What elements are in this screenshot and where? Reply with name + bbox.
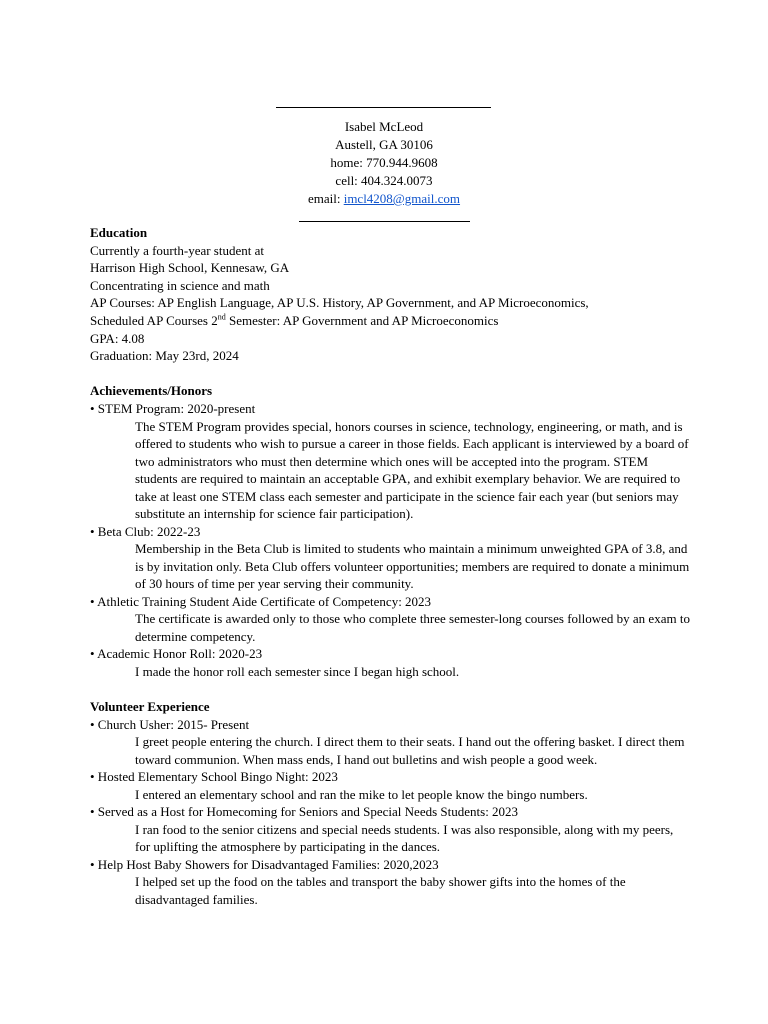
achievement-title: • Athletic Training Student Aide Certificate of Competency: 2023 bbox=[90, 593, 432, 609]
city: Austell, GA 30106 bbox=[335, 137, 433, 152]
education-line: AP Courses: AP English Language, AP U.S. History, AP Government, and AP Microeconomics, bbox=[90, 295, 589, 311]
email-label: email: bbox=[307, 191, 344, 206]
achievement-title: • Academic Honor Roll: 2020-23 bbox=[90, 646, 263, 662]
gpa: GPA: 4.08 bbox=[90, 330, 145, 346]
achievement-description: Membership in the Beta Club is limited to students who maintain a minimum unweighted GPA of 3.8, and is by invitation only. Beta Club offers volunteer opportunities; members are required to donate a minimum of 30 hours of time per year serving their community. bbox=[135, 541, 690, 592]
volunteer-title: • Help Host Baby Showers for Disadvantaged Families: 2020,2023 bbox=[90, 856, 439, 872]
volunteer-description: I helped set up the food on the tables and transport the baby shower gifts into the homes of the disadvantaged families. bbox=[135, 874, 626, 907]
education-line: Concentrating in science and math bbox=[90, 277, 270, 293]
education-line: Harrison High School, Kennesaw, GA bbox=[90, 260, 290, 276]
achievements-heading: Achievements/Honors bbox=[90, 383, 213, 399]
volunteer-title: • Hosted Elementary School Bingo Night: 2023 bbox=[90, 769, 338, 785]
resume-body bbox=[90, 224, 690, 908]
volunteer-description: I entered an elementary school and ran the mike to let people know the bingo numbers. bbox=[135, 786, 588, 802]
scheduled-courses: Scheduled AP Courses 2nd Semester: AP Government and AP Microeconomics bbox=[90, 312, 499, 328]
achievement-description: The STEM Program provides special, honors courses in science, technology, engineering, or math, and is offered to students who wish to pursue a career in those fields. Each applicant is interviewed by a board of two administrators who must then determine which ones will be accepted into the program. STEM students are required to maintain an acceptable GPA, and exhibit exemplary behavior. We are required to take at least one STEM class each semester and participate in the science fair each year (but seniors may substitute an internship for science fair participation). bbox=[135, 418, 689, 522]
home-phone: home: 770.944.9608 bbox=[330, 155, 438, 170]
achievement-title: • Beta Club: 2022-23 bbox=[90, 523, 201, 539]
achievement-title: • STEM Program: 2020-present bbox=[90, 400, 256, 416]
cell-phone: cell: 404.324.0073 bbox=[335, 173, 433, 188]
volunteer-heading: Volunteer Experience bbox=[90, 698, 210, 714]
achievement-description: I made the honor roll each semester since I began high school. bbox=[135, 663, 460, 679]
volunteer-title: • Church Usher: 2015- Present bbox=[90, 716, 250, 732]
contact-header bbox=[0, 118, 768, 208]
graduation: Graduation: May 23rd, 2024 bbox=[90, 348, 239, 364]
volunteer-title: • Served as a Host for Homecoming for Seniors and Special Needs Students: 2023 bbox=[90, 804, 519, 820]
bottom-divider bbox=[299, 221, 470, 222]
email-link[interactable]: imcl4208@gmail.com bbox=[343, 191, 461, 206]
email-line bbox=[0, 190, 768, 208]
education-line: Currently a fourth-year student at bbox=[90, 242, 264, 258]
name: Isabel McLeod bbox=[344, 119, 424, 134]
volunteer-description: I ran food to the senior citizens and special needs students. I was also responsible, along with my peers, for uplifting the atmosphere by participating in the dances. bbox=[135, 821, 674, 855]
achievement-description: The certificate is awarded only to those who complete three semester-long courses followed by an exam to determine competency. bbox=[135, 611, 690, 644]
education-heading: Education bbox=[90, 225, 148, 240]
top-divider bbox=[276, 107, 491, 108]
volunteer-description: I greet people entering the church. I direct them to their seats. I hand out the offering basket. I direct them toward communion. When mass ends, I hand out bulletins and wish people a good week. bbox=[135, 734, 685, 767]
